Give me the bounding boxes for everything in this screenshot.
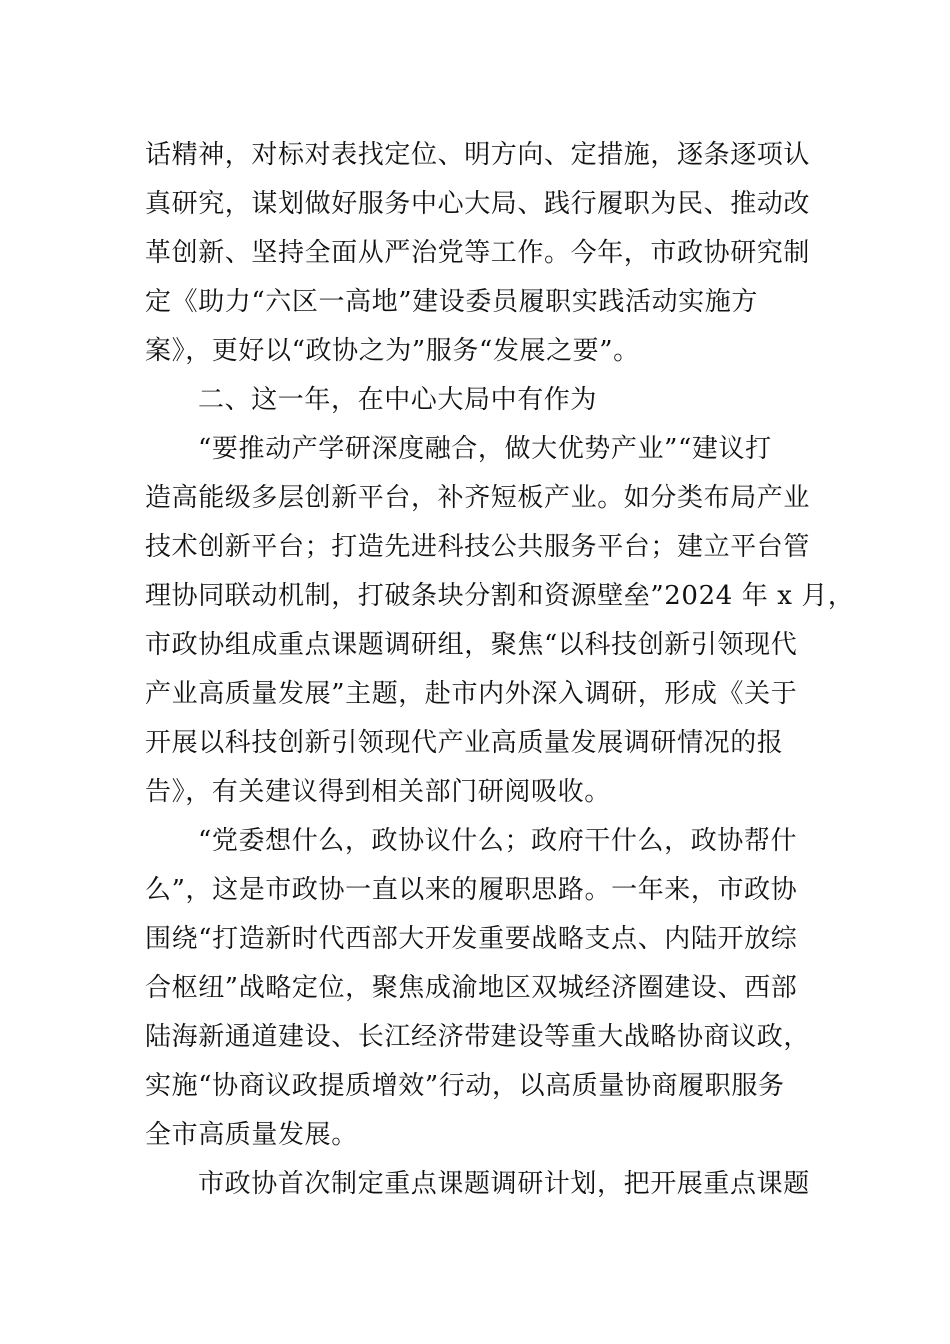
paragraph-3-line-7: 全市高质量发展。 [145, 1120, 358, 1150]
paragraph-3-line-6: 实施“协商议政提质增效”行动，以高质量协商履职服务 [145, 1071, 785, 1101]
paragraph-3-line-4: 合枢纽”战略定位，聚焦成渝地区双城经济圈建设、西部 [145, 973, 798, 1003]
paragraph-3-line-1: “党委想什么，政协议什么；政府干什么，政协帮什 [198, 826, 798, 856]
paragraph-2-line-2: 造高能级多层创新平台，补齐短板产业。如分类布局产业 [145, 483, 811, 513]
paragraph-3-line-2: 么”，这是市政协一直以来的履职思路。一年来，市政协 [145, 875, 798, 905]
paragraph-4-line-1: 市政协首次制定重点课题调研计划，把开展重点课题 [198, 1169, 810, 1199]
paragraph-2-line-6: 产业高质量发展”主题，赴市内外深入调研，形成《关于 [145, 679, 798, 709]
section-heading: 二、这一年，在中心大局中有作为 [198, 385, 598, 415]
paragraph-2-line-3: 技术创新平台；打造先进科技公共服务平台；建立平台管 [145, 532, 811, 562]
paragraph-1-line-3: 革创新、坚持全面从严治党等工作。今年，市政协研究制 [145, 238, 811, 268]
paragraph-2-line-8: 告》，有关建议得到相关部门研阅吸收。 [145, 777, 611, 807]
paragraph-2-line-5: 市政协组成重点课题调研组，聚焦“以科技创新引领现代 [145, 630, 798, 660]
paragraph-2-line-1: “要推动产学研深度融合，做大优势产业”“建议打 [198, 434, 772, 464]
paragraph-1-line-4: 定《助力“六区一高地”建设委员履职实践活动实施方 [145, 287, 758, 317]
paragraph-1-line-5: 案》，更好以“政协之为”服务“发展之要”。 [145, 336, 640, 366]
paragraph-3-line-3: 围绕“打造新时代西部大开发重要战略支点、内陆开放综 [145, 924, 798, 954]
paragraph-1-line-1: 话精神，对标对表找定位、明方向、定措施，逐条逐项认 [145, 140, 811, 170]
paragraph-1-line-2: 真研究，谋划做好服务中心大局、践行履职为民、推动改 [145, 189, 811, 219]
paragraph-2-line-4: 理协同联动机制，打破条块分割和资源壁垒”2024 年 x 月， [145, 581, 855, 611]
paragraph-2-line-7: 开展以科技创新引领现代产业高质量发展调研情况的报 [145, 728, 784, 758]
paragraph-3-line-5: 陆海新通道建设、长江经济带建设等重大战略协商议政， [145, 1022, 811, 1052]
